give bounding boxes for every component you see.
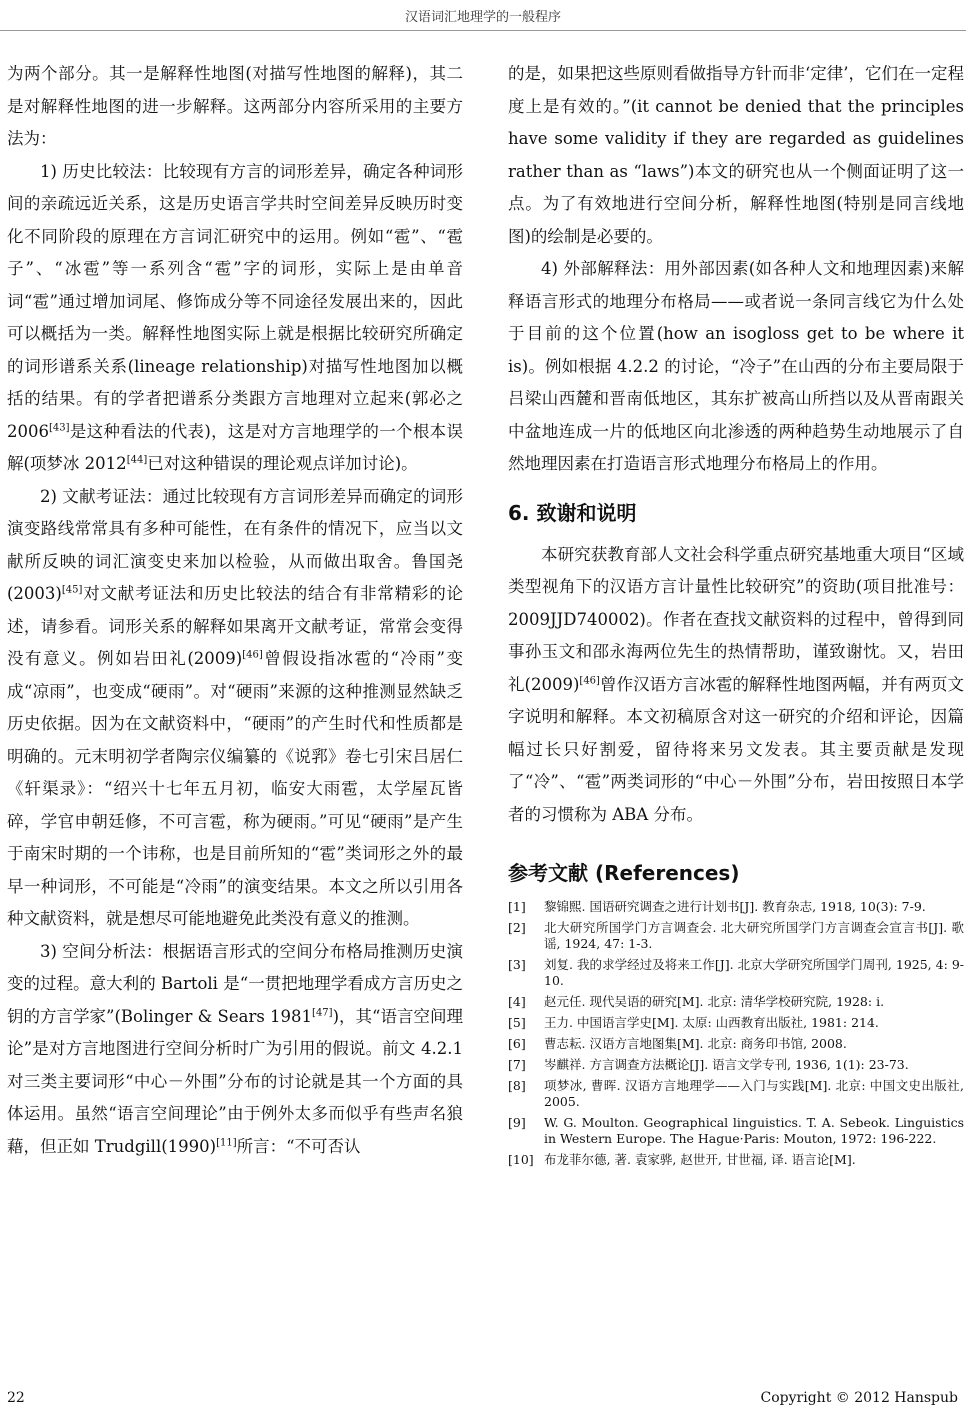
- header-rule: [0, 30, 966, 31]
- reference-item: [8] 项梦冰, 曹晖. 汉语方言地理学——入门与实践[M]. 北京: 中国文史出版社, 2005.: [508, 1078, 964, 1109]
- citation: [44]: [126, 454, 148, 466]
- citation: [47]: [312, 1007, 333, 1018]
- paragraph-acknowledgement: 本研究获教育部人文社会科学重点研究基地重大项目“区域类型视角下的汉语方言计量性比较研究”的资助(项目批准号：2009JJD740002)。作者在查找文献资料的过程中，曾得到同事孙玉文和邵永海两位先生的热情帮助，谨致谢忱。又，岩田礼(2009)[46]曾作汉语方言冰雹的解释性地图两幅，并有两页文字说明和解释。本文初稿原含对这一研究的介绍和评论，因篇幅过长只好割爱，留待将来另文发表。其主要贡献是发现了“冷”、“雹”两类词形的“中心－外围”分布，岩田按照日本学者的习惯称为 ABA 分布。: [508, 544, 964, 824]
- reference-list: [508, 899, 964, 1168]
- citation: [46]: [242, 649, 263, 661]
- reference-item: [10] 布龙菲尔德, 著. 袁家骅, 赵世开, 甘世福, 译. 语言论[M].: [508, 1152, 856, 1167]
- right-column: [508, 58, 964, 1173]
- references-heading: 参考文献 (References): [508, 861, 740, 885]
- reference-item: [7] 岑麒祥. 方言调查方法概论[J]. 语言文学专刊, 1936, 1(1): 23-73.: [508, 1057, 909, 1072]
- paragraph: 为两个部分。其一是解释性地图(对描写性地图的解释)，其二是对解释性地图的进一步解释。这两部分内容所采用的主要方法为：: [7, 64, 463, 148]
- paragraph: 的是，如果把这些原则看做指导方针而非‘定律’，它们在一定程度上是有效的。”(it cannot be denied that the principles have some validity if they are regarded as guidelines rather than as “laws”)本文的研究也从一个侧面证明了这一点。为了有效地进行空间分析，解释性地图(特别是同言线地图)的绘制是必要的。: [508, 64, 964, 246]
- reference-item: [1] 黎锦熙. 国语研究调查之进行计划书[J]. 教育杂志, 1918, 10(3): 7-9.: [508, 899, 926, 914]
- reference-item: [3] 刘复. 我的求学经过及将来工作[J]. 北京大学研究所国学门周刊, 1925, 4: 9-10.: [508, 957, 964, 988]
- section-heading: 6. 致谢和说明: [508, 500, 637, 525]
- reference-item: [6] 曹志耘. 汉语方言地图集[M]. 北京: 商务印书馆, 2008.: [508, 1036, 847, 1051]
- reference-item: [5] 王力. 中国语言学史[M]. 太原: 山西教育出版社, 1981: 214.: [508, 1015, 879, 1030]
- reference-item: [9] W. G. Moulton. Geographical linguistics. T. A. Sebeok. Linguistics in Western Europe. The Hague·Paris: Mouton, 1972: 196-222.: [508, 1115, 964, 1146]
- reference-item: [2] 北大研究所国学门方言调查会. 北大研究所国学门方言调查会宣言书[J]. 歌谣, 1924, 47: 1-3.: [508, 920, 964, 951]
- paragraph-document-verification: 2) 文献考证法：通过比较现有方言词形差异而确定的词形演变路线常常具有多种可能性，在有条件的情况下，应当以文献所反映的词汇演变史来加以检验，从而做出取舍。鲁国尧(2003)[45]对文献考证法和历史比较法的结合有非常精彩的论述，请参看。词形关系的解释如果离开文献考证，常常会变得没有意义。例如岩田礼(2009)[46]曾假设指冰雹的“冷雨”变成“凉雨”，也变成“硬雨”。对“硬雨”来源的这种推测显然缺乏历史依据。因为在文献资料中，“硬雨”的产生时代和性质都是明确的。元末明初学者陶宗仪编纂的《说郛》卷七引宋吕居仁《轩渠录》：“绍兴十七年五月初，临安大雨雹，太学屋瓦皆碎，学官申朝廷修，不可言雹，称为硬雨。”可见“硬雨”是产生于南宋时期的一个讳称，也是目前所知的“雹”类词形之外的最早一种词形，不可能是“冷雨”的演变结果。本文之所以引用各种文献资料，就是想尽可能地避免此类没有意义的推测。: [7, 486, 463, 928]
- citation: [43]: [49, 422, 70, 433]
- copyright-notice: Copyright © 2012 Hanspub: [760, 1390, 958, 1406]
- citation: [11]: [216, 1137, 237, 1148]
- paragraph-external-explanation: 4) 外部解释法：用外部因素(如各种人文和地理因素)来解释语言形式的地理分布格局——或者说一条同言线它为什么处于目前的这个位置(how an isogloss get to be where it is)。例如根据 4.2.2 的讨论，“冷子”在山西的分布主要局限于吕梁山西麓和晋南低地区，其东扩被高山所挡以及从晋南跟关中盆地连成一片的低地区向北渗透的两种趋势生动地展示了自然地理因素在打造语言形式地理分布格局上的作用。: [508, 259, 964, 473]
- citation: [45]: [61, 584, 83, 596]
- running-title: 汉语词汇地理学的一般程序: [404, 10, 561, 25]
- citation: [46]: [579, 675, 600, 686]
- page-number: 22: [7, 1390, 25, 1406]
- reference-item: [4] 赵元任. 现代吴语的研究[M]. 北京: 清华学校研究院, 1928: i.: [508, 994, 885, 1009]
- paragraph-spatial-analysis: 3) 空间分析法：根据语言形式的空间分布格局推测历史演变的过程。意大利的 Bartoli 是“一贯把地理学看成方言历史之钥的方言学家”(Bolinger & Sears 1981[47])，其“语言空间理论”是对方言地图进行空间分析时广为引用的假说。前文 4.2.1 对三类主要词形“中心－外围”分布的讨论就是其一个方面的具体运用。虽然“语言空间理论”由于例外太多而似乎有些声名狼藉，但正如 Trudgill(1990)[11]所言：“不可否认: [7, 941, 463, 1156]
- left-column: [7, 58, 463, 1163]
- paragraph-historical-comparison: 1) 历史比较法：比较现有方言的词形差异，确定各种词形间的亲疏远近关系，这是历史语言学共时空间差异反映历时变化不同阶段的原理在方言词汇研究中的运用。例如“雹”、“雹子”、“冰雹”等一系列含“雹”字的词形，实际上是由单音词“雹”通过增加词尾、修饰成分等不同途径发展出来的，因此可以概括为一类。解释性地图实际上就是根据比较研究所确定的词形谱系关系(lineage relationship)对描写性地图加以概括的结果。有的学者把谱系分类跟方言地理对立起来(郭必之 2006[43]是这种看法的代表)，这是对方言地理学的一个根本误解(项梦冰 2012[44]已对这种错误的理论观点详加讨论)。: [7, 161, 463, 473]
